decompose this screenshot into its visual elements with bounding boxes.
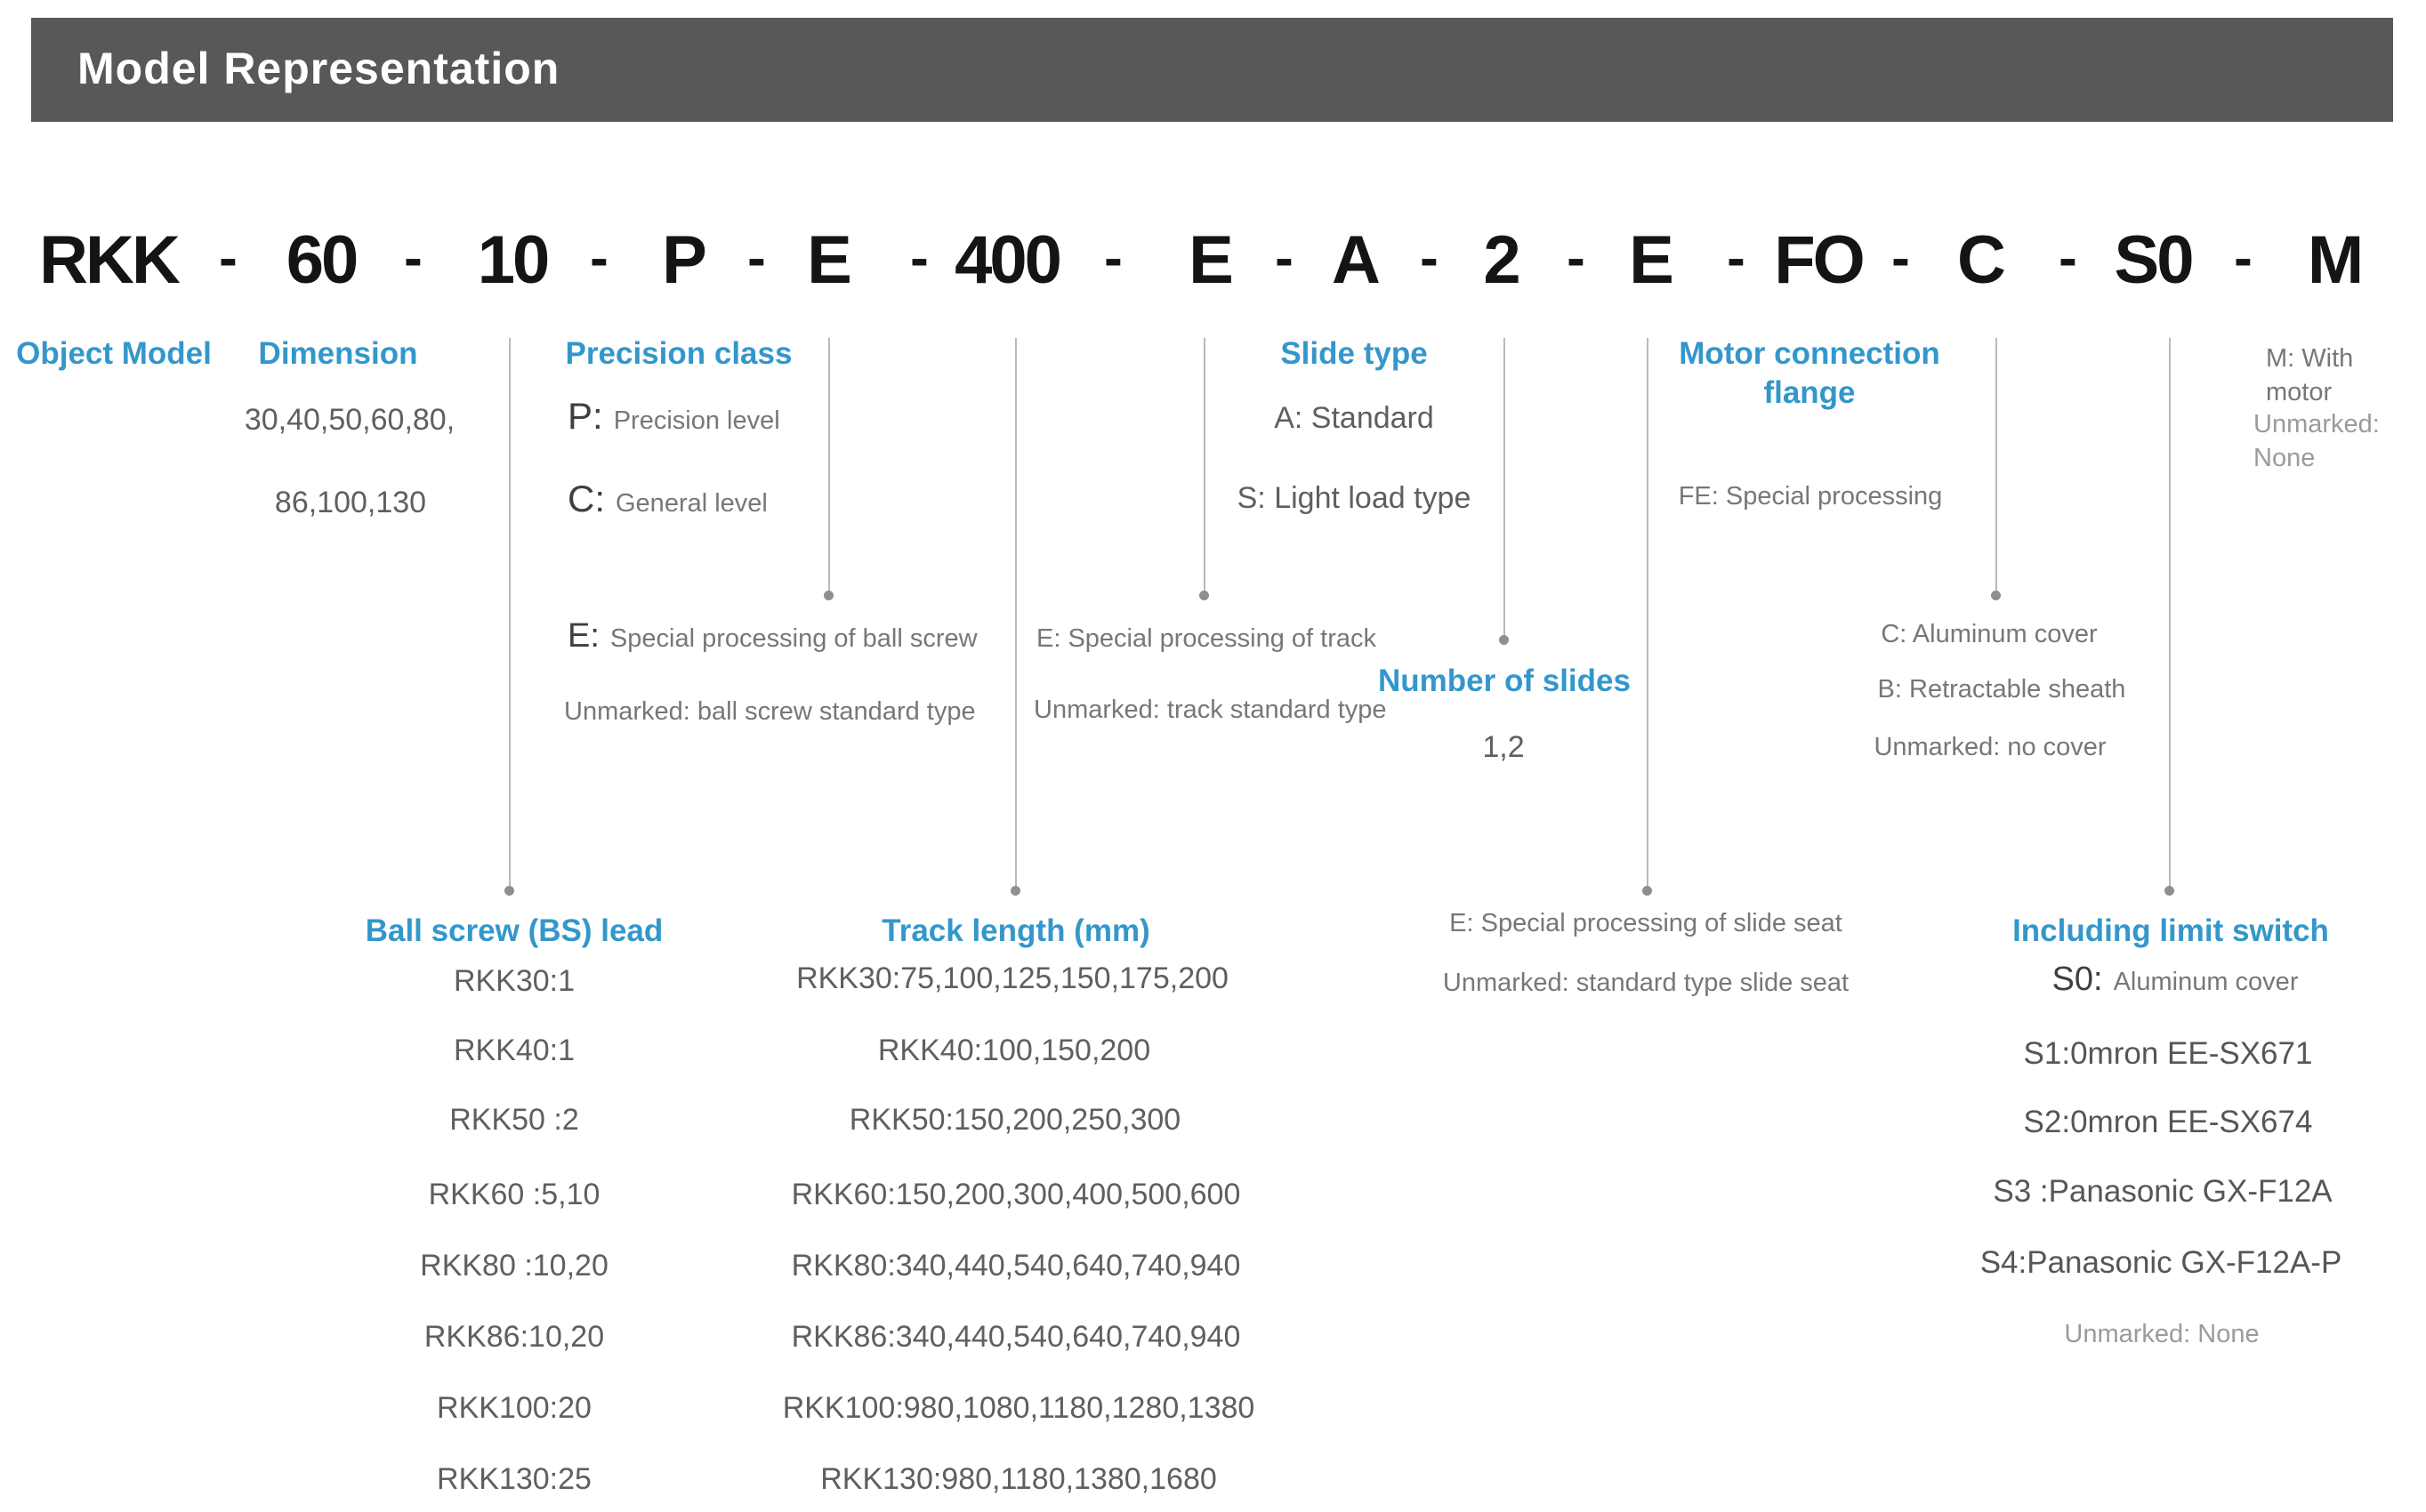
cover-option-b: B: Retractable sheath [1877, 675, 2126, 704]
dimension-values-line2: 86,100,130 [274, 486, 427, 519]
heading-motor-flange: Motor connection flange [1679, 336, 1940, 410]
code-separator: - [219, 228, 235, 289]
limit-switch-item: S2:0mron EE-SX674 [2023, 1105, 2313, 1139]
code-segment-dimension: 60 [286, 222, 357, 298]
pointer-dot-track-length [1011, 886, 1020, 896]
slide-type-s: S: Light load type [1237, 481, 1471, 515]
code-segment-cover: C [1957, 222, 2003, 298]
code-separator: - [1727, 228, 1743, 289]
pointer-dot-track-e [1199, 591, 1209, 600]
track-item: RKK30:75,100,125,150,175,200 [796, 961, 1229, 995]
ballscrew-e-key: E: [568, 617, 600, 655]
heading-dimension: Dimension [258, 336, 418, 371]
code-segment-slide-count: 2 [1483, 222, 1519, 298]
code-segment-ballscrew-e: E [807, 222, 850, 298]
slide-type-a: A: Standard [1274, 401, 1434, 435]
pointer-line-track-length [1015, 338, 1017, 889]
seat-unmarked: Unmarked: standard type slide seat [1442, 969, 1850, 997]
track-item: RKK100:980,1080,1180,1280,1380 [782, 1391, 1255, 1425]
pointer-line-ballscrew-e [828, 338, 830, 594]
lead-item: RKK80 :10,20 [420, 1249, 609, 1283]
code-segment-precision: P [662, 222, 705, 298]
code-separator: - [1104, 228, 1120, 289]
precision-p-key: P: [568, 395, 603, 437]
lead-item: RKK100:20 [437, 1391, 592, 1425]
pointer-dot-slide-count [1499, 635, 1509, 645]
heading-object-model: Object Model [16, 336, 212, 371]
code-separator: - [2059, 228, 2075, 289]
limit-switch-s0-key: S0: [2051, 961, 2103, 998]
ballscrew-unmarked: Unmarked: ball screw standard type [564, 697, 976, 726]
code-separator: - [1567, 228, 1583, 289]
pointer-line-seat-e [1647, 338, 1648, 889]
heading-ball-screw-lead: Ball screw (BS) lead [365, 913, 664, 948]
precision-c-desc: General level [616, 489, 768, 518]
code-separator: - [910, 228, 926, 289]
code-segment-track-length: 400 [955, 222, 1060, 298]
pointer-dot-ball-screw-lead [504, 886, 514, 896]
code-separator: - [404, 228, 420, 289]
ballscrew-e-desc: Special processing of ball screw [609, 624, 978, 653]
pointer-dot-cover [1991, 591, 2001, 600]
limit-switch-item: S4:Panasonic GX-F12A-P [1979, 1245, 2342, 1280]
code-separator: - [1420, 228, 1436, 289]
code-segment-motor: M [2307, 222, 2362, 298]
code-separator: - [590, 228, 606, 289]
heading-limit-switch: Including limit switch [2012, 913, 2329, 948]
pointer-dot-limit-switch [2164, 886, 2174, 896]
heading-slide-type: Slide type [1280, 336, 1428, 371]
number-of-slides-values: 1,2 [1482, 730, 1525, 764]
motor-unmarked: Unmarked: None [2253, 410, 2380, 472]
code-segment-flange: FO [1774, 222, 1863, 298]
motor-option-m: M: With motor [2266, 344, 2354, 406]
code-segment-limit-switch: S0 [2114, 222, 2192, 298]
limit-switch-s0 [2052, 961, 2299, 999]
pointer-line-ball-screw-lead [509, 338, 511, 889]
lead-item: RKK40:1 [453, 1033, 576, 1067]
heading-number-of-slides: Number of slides [1378, 664, 1631, 698]
flange-option-fe: FE: Special processing [1678, 482, 1943, 511]
code-separator: - [2234, 228, 2250, 289]
precision-p-desc: Precision level [613, 406, 780, 435]
page-title: Model Representation [77, 44, 560, 93]
cover-option-c: C: Aluminum cover [1881, 620, 2098, 648]
track-option-e: E: Special processing of track [1036, 624, 1377, 653]
track-item: RKK40:100,150,200 [877, 1033, 1151, 1067]
seat-option-e: E: Special processing of slide seat [1449, 909, 1842, 937]
track-item: RKK130:980,1180,1380,1680 [820, 1462, 1217, 1496]
code-separator: - [747, 228, 763, 289]
lead-item: RKK86:10,20 [423, 1320, 605, 1354]
code-segment-lead: 10 [477, 222, 548, 298]
code-segment-slide-type: A [1332, 222, 1378, 298]
code-separator: - [1891, 228, 1907, 289]
cover-unmarked: Unmarked: no cover [1874, 733, 2107, 761]
pointer-dot-ballscrew-e [824, 591, 834, 600]
precision-c-key: C: [568, 478, 605, 519]
code-separator: - [1275, 228, 1291, 289]
limit-switch-item: S3 :Panasonic GX-F12A [1993, 1174, 2333, 1209]
dimension-values-line1: 30,40,50,60,80, [244, 403, 455, 437]
code-segment-track-e: E [1189, 222, 1231, 298]
track-item: RKK86:340,440,540,640,740,940 [791, 1320, 1241, 1354]
track-item: RKK60:150,200,300,400,500,600 [791, 1178, 1241, 1211]
limit-switch-item: S1:0mron EE-SX671 [2023, 1036, 2313, 1071]
track-item: RKK80:340,440,540,640,740,940 [791, 1249, 1241, 1283]
pointer-line-cover [1995, 338, 1997, 594]
pointer-line-slide-count [1503, 338, 1505, 639]
precision-option-p [568, 395, 780, 438]
track-unmarked: Unmarked: track standard type [1034, 696, 1387, 724]
pointer-line-limit-switch [2169, 338, 2171, 889]
track-item: RKK50:150,200,250,300 [849, 1103, 1181, 1137]
lead-item: RKK130:25 [437, 1462, 592, 1496]
pointer-dot-seat-e [1642, 886, 1652, 896]
code-segment-seat-e: E [1629, 222, 1672, 298]
lead-item: RKK50 :2 [449, 1103, 579, 1137]
pointer-line-track-e [1204, 338, 1205, 594]
ballscrew-option-e [568, 617, 978, 655]
lead-item: RKK60 :5,10 [428, 1178, 600, 1211]
heading-track-length: Track length (mm) [882, 913, 1150, 948]
code-segment-object-model: RKK [39, 222, 178, 298]
limit-switch-unmarked: Unmarked: None [2064, 1320, 2260, 1348]
heading-precision-class: Precision class [565, 336, 793, 371]
lead-item: RKK30:1 [453, 964, 576, 998]
limit-switch-s0-desc: Aluminum cover [2113, 968, 2299, 996]
precision-option-c [568, 478, 768, 520]
